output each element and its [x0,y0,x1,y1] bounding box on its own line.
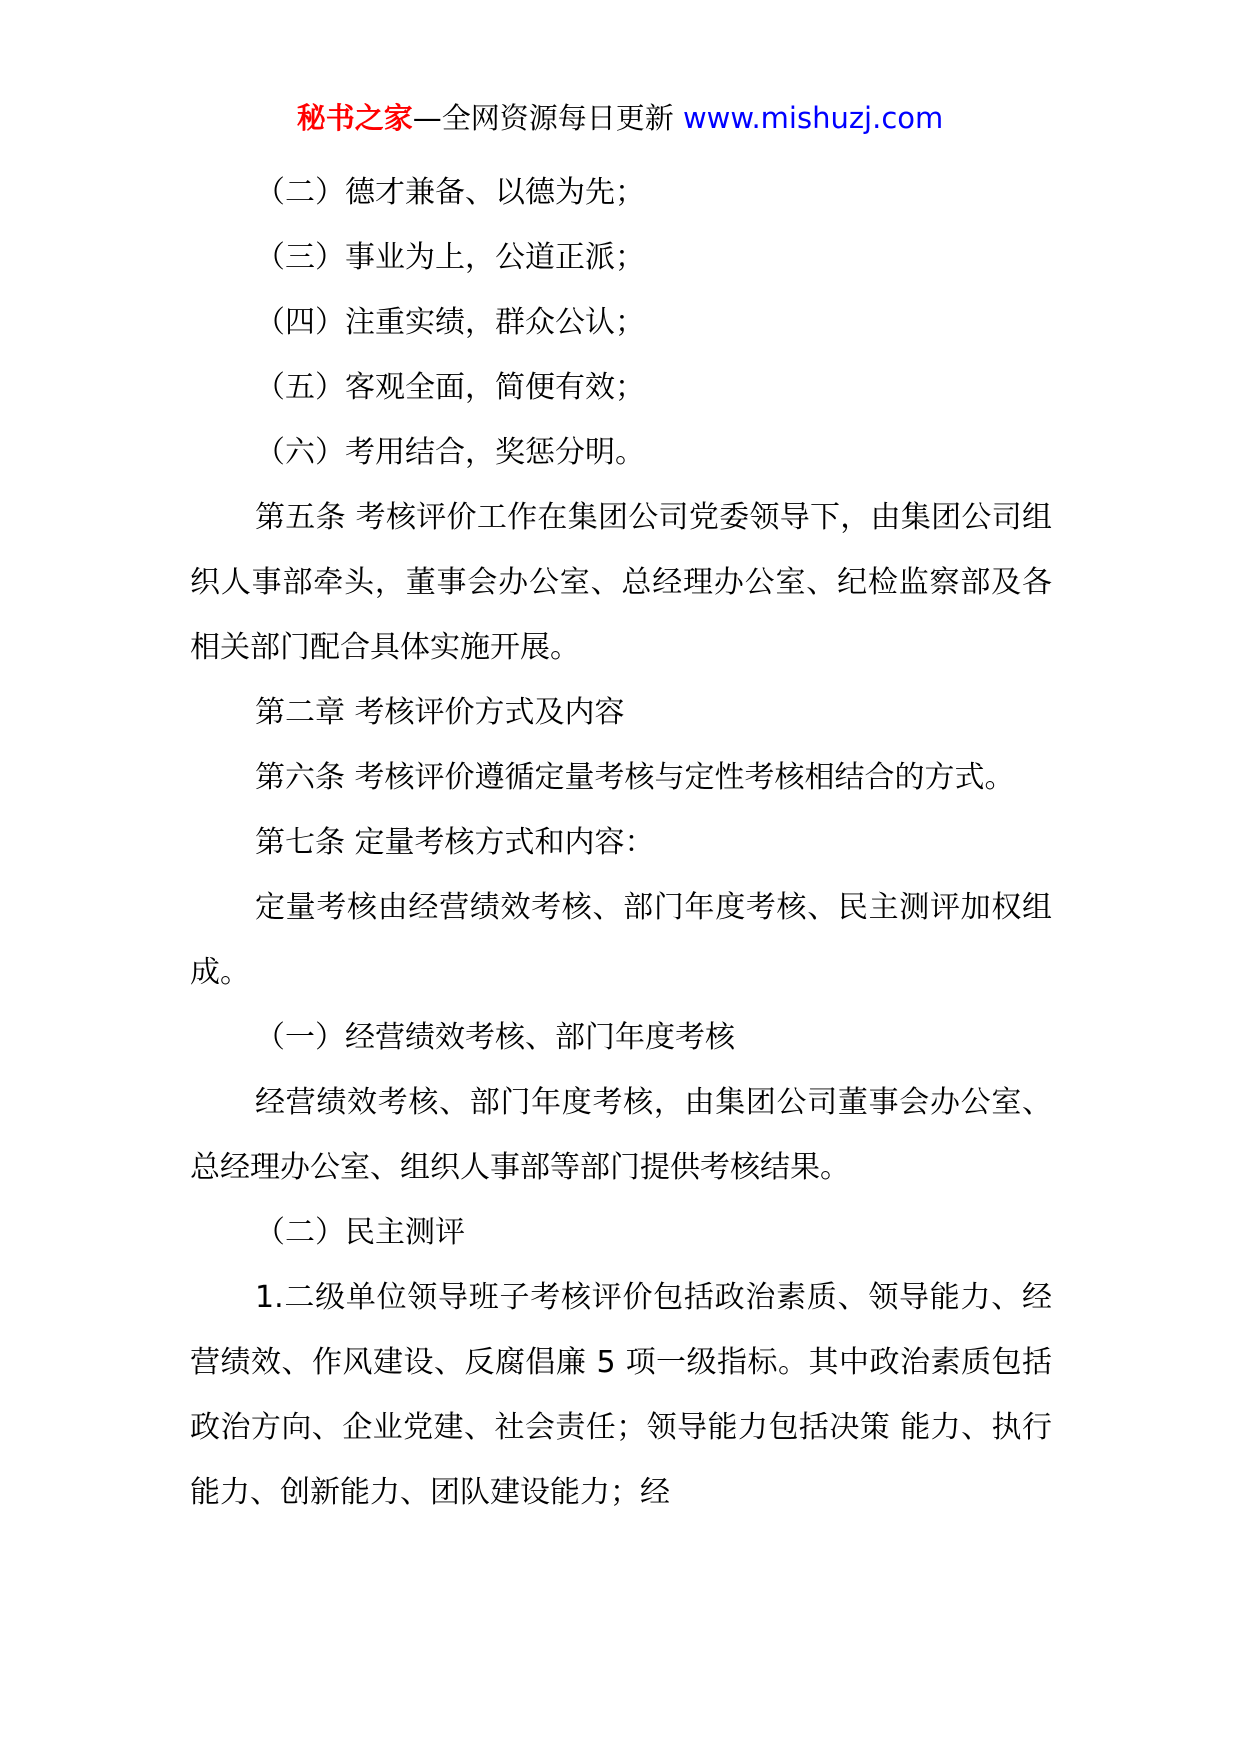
section-1-paragraph: 经营绩效考核、部门年度考核，由集团公司董事会办公室、总经理办公室、组织人事部等部门提供考核结果。 [190,1085,1052,1185]
section-2-heading: （二）民主测评 [255,1215,465,1250]
article-7: 第七条 定量考核方式和内容： [255,825,655,860]
header-tagline: —全网资源每日更新 [412,101,674,135]
section-1-heading: （一）经营绩效考核、部门年度考核 [255,1020,735,1055]
page-header [0,98,1240,138]
chapter-2-heading: 第二章 考核评价方式及内容 [255,695,625,730]
article-5: 第五条 考核评价工作在集团公司党委领导下，由集团公司组织人事部牵头，董事会办公室、总经理办公室、纪检监察部及各相关部门配合具体实施开展。 [190,500,1052,665]
list-item-principle-5: （五）客观全面，简便有效； [255,370,645,405]
document-body [190,160,1052,1525]
list-item-principle-6: （六）考用结合，奖惩分明。 [255,435,645,470]
quantitative-assessment-paragraph: 定量考核由经营绩效考核、部门年度考核、民主测评加权组成。 [190,890,1052,990]
article-6: 第六条 考核评价遵循定量考核与定性考核相结合的方式。 [255,760,1015,795]
list-item-principle-2: （二）德才兼备、以德为先； [255,175,645,210]
header-brand: 秘书之家 [296,101,413,135]
item-1-paragraph: 1.二级单位领导班子考核评价包括政治素质、领导能力、经营绩效、作风建设、反腐倡廉 5 项一级指标。其中政治素质包括政治方向、企业党建、社会责任；领导能力包括决策 能力、执行能力、创新能力、团队建设能力；经 [190,1280,1052,1510]
header-url-link[interactable]: www.mishuzj.com [682,101,944,135]
list-item-principle-3: （三）事业为上，公道正派； [255,240,645,275]
list-item-principle-4: （四）注重实绩，群众公认； [255,305,645,340]
